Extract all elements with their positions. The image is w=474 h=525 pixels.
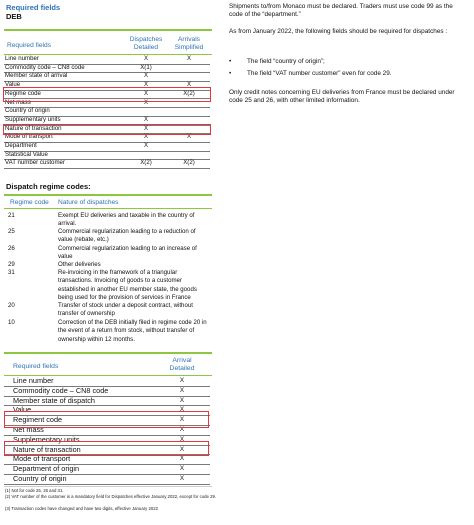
footnote-rule [4, 486, 212, 487]
table1-cell-field: Line number [5, 55, 39, 62]
regime-description: Re-invoicing in the framework of a triangular transactions. Invoicing of goods to a customer established in another EU member state, the goods being used for the provision of services in France [58, 269, 197, 301]
regime-code: 25 [8, 228, 15, 235]
regime-header-rule [4, 208, 212, 209]
table1-cell-field: VAT number customer [5, 159, 65, 167]
table1-cell-dispatches: X(1) [140, 63, 152, 71]
table1-header-dispatches: Dispatches Detailed [129, 36, 163, 51]
table2-row [4, 474, 210, 485]
table1-header-arrivals: Arrivals Simplified [174, 36, 204, 51]
table2-cell-field: Department of origin [13, 464, 80, 474]
table2-cell-value: X [179, 435, 185, 443]
table2-cell-field: Value [13, 405, 32, 415]
regime-code: 10 [8, 319, 15, 326]
table2-header-fields: Required fields [13, 363, 59, 370]
table1-cell-field: Supplementary units [5, 115, 61, 123]
table2-cell-value: X [179, 416, 185, 424]
regime-description: Correction of the DEB initially filed in regime code 20 in the event of a return from stock, without transfer of ownership within 12 months. [58, 319, 207, 343]
deb-title: DEB [6, 12, 22, 21]
regime-code: 29 [8, 261, 15, 268]
regime-header-code: Regime code [10, 199, 49, 206]
regime-title: Dispatch regime codes: [6, 182, 91, 191]
table1-cell-arrivals: X(2) [183, 89, 195, 97]
table1-cell-dispatches: X(2) [140, 159, 152, 167]
table1-row [4, 159, 210, 169]
table1-cell-field: Regime code [5, 89, 41, 97]
table1-cell-dispatches: X [143, 142, 149, 149]
table1-cell-field: Value [5, 81, 21, 89]
regime-description: Transfer of stock under a deposit contract, without transfer of ownership [58, 302, 193, 318]
table1-cell-dispatches: X [143, 72, 149, 80]
table2-cell-value: X [179, 475, 185, 482]
regime-code: 26 [8, 245, 15, 252]
bullet-vat-number: The field “VAT number customer” even for code 29. [247, 70, 392, 77]
table2-cell-field: Commodity code – CN8 code [13, 385, 109, 395]
table2-cell-value: X [179, 396, 185, 404]
regime-description: Commercial regularization leading to a reduction of value (rebate, etc.) [58, 228, 196, 244]
highlight-regime-code [3, 87, 211, 102]
regime-code: 31 [8, 269, 15, 276]
table2-cell-value: X [179, 465, 185, 473]
table1-header-fields: Required fields [7, 42, 51, 49]
table1-cell-dispatches: X [143, 89, 149, 97]
table1-cell-field: Member state of arrival [5, 72, 68, 80]
bullet-2-glyph: • [229, 70, 232, 77]
january-2022-paragraph: As from January 2022, the following fields should be required for dispatches : [229, 28, 448, 35]
table2-cell-value: X [179, 406, 185, 414]
table1-cell-dispatches: X [143, 124, 149, 132]
footnote-3: (3) Transaction codes have changed and have two digits, effective January 2022 [5, 506, 159, 511]
table1-cell-arrivals: X(2) [183, 159, 195, 167]
bullet-1-glyph: • [229, 58, 232, 65]
required-fields-title: Required fields [6, 3, 61, 12]
table1-cell-field: Country of origin [5, 107, 50, 115]
table1-cell-dispatches: X [143, 115, 149, 123]
credit-notes-paragraph: Only credit notes concerning EU deliveries from France must be declared under code 25 and 26, with other limited information. [229, 89, 455, 105]
table1-cell-field: Commodity code – CN8 code [5, 63, 85, 71]
highlight-regiment-code [4, 411, 209, 428]
regime-top-rule [4, 194, 212, 196]
table1-cell-field: Statistical Value [5, 150, 48, 158]
table2-cell-value: X [179, 377, 185, 384]
table2-cell-field: Mode of transport [13, 454, 71, 464]
footnote-2: (2) VAT number of the customer is a mandatory field for Dispatches effective January 2022, except for code 29. [5, 494, 217, 499]
table1-cell-field: Net mass [5, 98, 31, 106]
table2-cell-field: Line number [13, 376, 54, 385]
table1-cell-field: Nature of transaction [5, 124, 62, 132]
regime-description: Exempt EU deliveries and taxable in the country of arrival. [58, 212, 195, 228]
regime-description: Other deliveries [58, 261, 101, 268]
table2-cell-value: X [179, 426, 185, 433]
table2-cell-value: X [179, 455, 185, 463]
table1-top-rule [4, 29, 212, 31]
table2-top-rule [4, 352, 212, 354]
table1-cell-dispatches: X [143, 55, 149, 62]
bullet-country-of-origin: The field “country of origin”; [247, 58, 325, 65]
highlight-nature-of-transaction [3, 124, 211, 135]
table1-cell-dispatches: X [143, 81, 149, 89]
monaco-paragraph: Shipments to/from Monaco must be declared. Traders must use code 99 as the code of the “department.” [229, 3, 453, 19]
table1-cell-arrivals: X [186, 81, 192, 89]
table2-header-arrival: Arrival Detailed [169, 357, 195, 372]
table1-cell-field: Department [5, 142, 37, 149]
footnote-1: (1) Not for code 25, 26 and 31. [5, 488, 64, 493]
table1-cell-arrivals: X [186, 133, 192, 141]
regime-code: 20 [8, 302, 15, 309]
table2-cell-value: X [179, 386, 185, 394]
regime-description: Commercial regularization leading to an increase of value [58, 245, 197, 261]
table2-cell-field: Nature of transaction [13, 444, 81, 454]
highlight-nature-of-transaction-2 [4, 441, 209, 456]
table1-cell-field: Mode of transport [5, 133, 53, 141]
table1-cell-dispatches: X [143, 98, 149, 106]
regime-code: 21 [8, 212, 15, 219]
table2-cell-field: Member state of dispatch [13, 395, 95, 405]
regime-header-nature: Nature of dispatches [58, 199, 119, 206]
table1-cell-arrivals: X [186, 55, 192, 62]
table2-cell-field: Net mass [13, 425, 44, 434]
table2-cell-value: X [179, 445, 185, 453]
table2-cell-field: Country of origin [13, 474, 67, 483]
table1-cell-dispatches: X [143, 133, 149, 141]
table2-cell-field: Supplementary units [13, 434, 80, 444]
table2-cell-field: Regiment code [13, 415, 63, 425]
